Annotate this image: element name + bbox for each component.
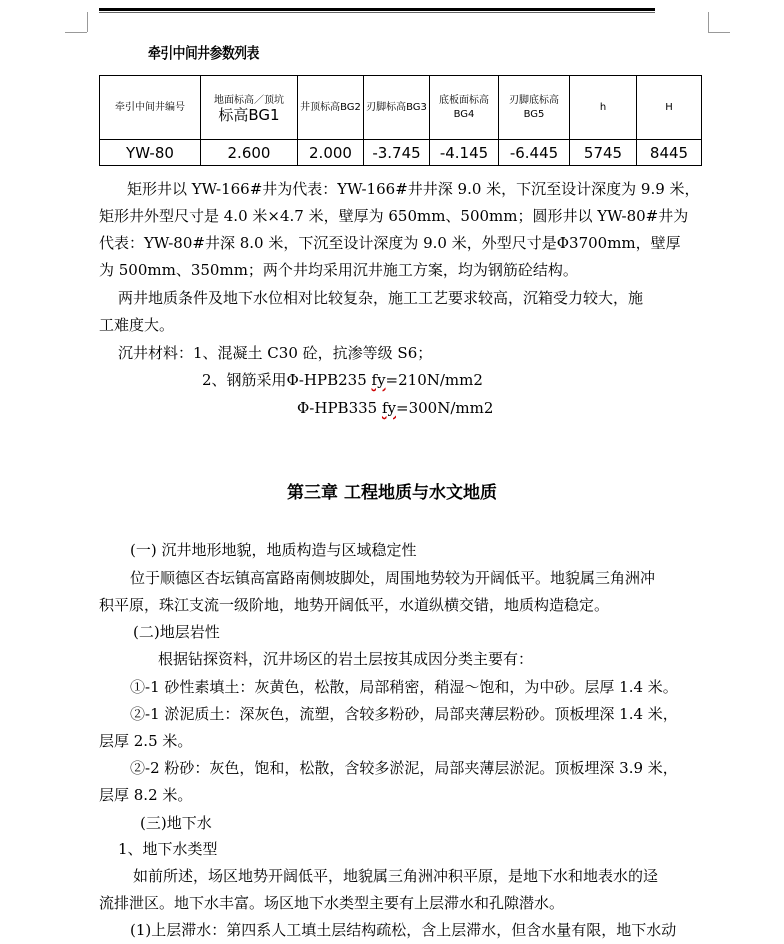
- paragraph-line: ②-1 淤泥质土：深灰色，流塑，含较多粉砂，局部夹薄层粉砂。顶板埋深 1.4 米，: [130, 705, 678, 723]
- paragraph-line: 层厚 2.5 米。: [99, 732, 193, 750]
- materials-line: [297, 395, 784, 422]
- parameter-table: [99, 75, 702, 166]
- paragraph-line: 矩形井外型尺寸是 4.0 米×4.7 米，壁厚为 650mm、500mm；圆形井以 YW-80#井为: [99, 207, 689, 225]
- header-cell: 牵引中间井编号: [100, 76, 201, 140]
- paragraph-line: 积平原，珠江支流一级阶地，地势开阔低平，水道纵横交错，地质构造稳定。: [99, 596, 610, 614]
- text-span: =300N/mm2: [396, 399, 494, 417]
- margin-corner-left-h: [65, 32, 87, 33]
- section-heading: (一) 沉井地形地貌，地质构造与区域稳定性: [130, 541, 417, 559]
- paragraph-line: 两井地质条件及地下水位相对比较复杂，施工工艺要求较高，沉箱受力较大，施: [118, 289, 644, 307]
- header-cell-line: 地面标高／顶坑: [214, 94, 284, 106]
- paragraph-line: (1)上层滞水：第四系人工填土层结构疏松，含上层滞水，但含水量有限，地下水动: [130, 921, 677, 939]
- margin-corner-right-h: [708, 32, 730, 33]
- materials-line: [202, 367, 784, 394]
- table-cell: -6.445: [499, 140, 570, 166]
- paragraph-line: ②-2 粉砂：灰色，饱和，松散，含较多淤泥，局部夹薄层淤泥。顶板埋深 3.9 米，: [130, 759, 678, 777]
- paragraph-line: 为 500mm、350mm；两个井均采用沉井施工方案，均为钢筋砼结构。: [99, 261, 578, 279]
- header-cell: 井顶标高BG2: [298, 76, 364, 140]
- margin-corner-right: [708, 12, 721, 32]
- table-cell: -4.145: [430, 140, 499, 166]
- margin-corner-left: [75, 12, 88, 32]
- paragraph-line: 如前所述，场区地势开阔低平，地貌属三角洲冲积平原，是地下水和地表水的迳: [133, 867, 659, 885]
- paragraph-line: 层厚 8.2 米。: [99, 786, 193, 804]
- header-cell: [201, 76, 298, 140]
- text-span: Φ-HPB335: [297, 399, 382, 417]
- header-cell: h: [570, 76, 637, 140]
- text-span: 2、钢筋采用Φ-HPB235: [202, 371, 372, 389]
- table-header-row: [100, 76, 702, 140]
- table-cell: 2.000: [298, 140, 364, 166]
- header-cell: H: [637, 76, 702, 140]
- table-cell: 8445: [637, 140, 702, 166]
- page-top-rule: [99, 8, 655, 11]
- text-span: fy: [371, 371, 386, 389]
- text-span: =210N/mm2: [385, 371, 483, 389]
- table-title: 牵引中间井参数列表: [148, 44, 259, 62]
- text-span: fy: [381, 399, 396, 417]
- header-cell: 刃脚底标高BG5: [499, 76, 570, 140]
- materials-line: 沉井材料：1、混凝土 C30 砼，抗渗等级 S6；: [118, 344, 433, 362]
- header-cell-line: 标高BG1: [218, 105, 280, 124]
- paragraph-line: ①-1 砂性素填土：灰黄色，松散，局部稍密，稍湿～饱和，为中砂。层厚 1.4 米。: [130, 678, 678, 696]
- paragraph-line: 流排泄区。地下水丰富。场区地下水类型主要有上层滞水和孔隙潜水。: [99, 894, 565, 912]
- paragraph-line: 位于顺德区杏坛镇高富路南侧坡脚处，周围地势较为开阔低平。地貌属三角洲冲: [130, 569, 656, 587]
- table-row: [100, 140, 702, 166]
- section-heading: (二)地层岩性: [133, 623, 220, 641]
- chapter-title: 第三章 工程地质与水文地质: [287, 483, 497, 503]
- paragraph-line: 代表：YW-80#井深 8.0 米，下沉至设计深度为 9.0 米，外型尺寸是Φ3700mm，壁厚: [99, 234, 681, 252]
- page-top-rule-thin: [99, 12, 655, 13]
- table-cell: YW-80: [100, 140, 201, 166]
- header-cell: 刃脚标高BG3: [364, 76, 430, 140]
- table-cell: -3.745: [364, 140, 430, 166]
- table-cell: 5745: [570, 140, 637, 166]
- table-cell: 2.600: [201, 140, 298, 166]
- subsection-heading: 1、地下水类型: [118, 840, 218, 858]
- section-heading: (三)地下水: [140, 814, 212, 832]
- header-cell: 底板面标高BG4: [430, 76, 499, 140]
- paragraph-line: 根据钻探资料，沉井场区的岩土层按其成因分类主要有：: [158, 650, 534, 668]
- paragraph-line: 工难度大。: [99, 316, 175, 334]
- paragraph-line: 矩形井以 YW-166#井为代表：YW-166#井井深 9.0 米，下沉至设计深度为 9.9 米，: [127, 180, 700, 198]
